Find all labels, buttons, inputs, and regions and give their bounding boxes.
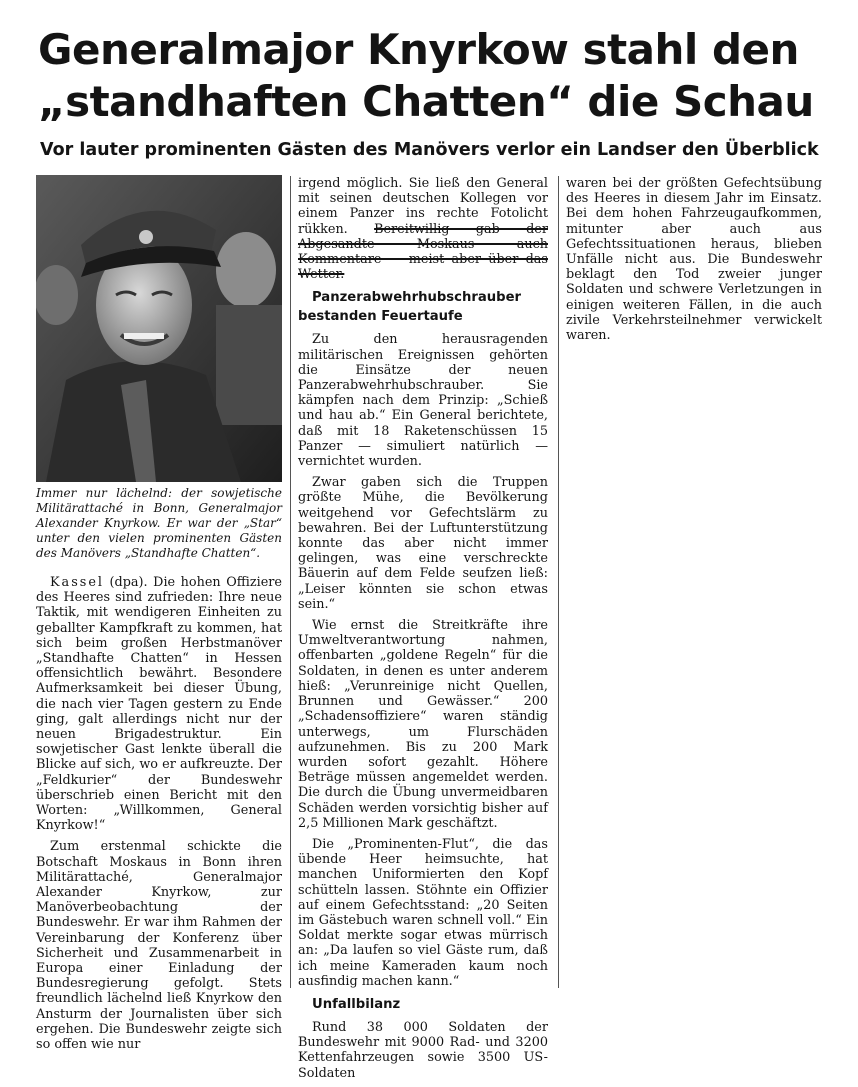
article-column-3 <box>566 176 822 349</box>
column-2-paragraph-3: Zwar gaben sich die Truppen größte Mühe, die Bevölkerung weitgehend vor Gefechtslärm zu bewahren. Bei der Luftunterstützung konnte das aber nicht immer gelingen, was eine verschreckte Bäuerin auf dem Felde seufzen ließ: „Leiser könnten sie schon etwas sein.“ <box>298 475 548 612</box>
article-column-2 <box>298 176 548 1087</box>
column-2-paragraph-4: Wie ernst die Streitkräfte ihre Umweltverantwortung nahmen, offenbarten „goldene Regeln“ für die Soldaten, in denen es unter anderem hieß: „Verunreinige nicht Quellen, Brunnen und Gewässer.“ 200 „Schadensoffiziere“ waren ständig unterwegs, um Flurschäden aufzunehmen. Bis zu 200 Mark wurden sofort gezahlt. Höhere Beträge müssen angemeldet werden. Die durch die Übung unvermeidbaren Schäden werden vorsichtig bisher auf 2,5 Millionen Mark geschäftzt. <box>298 618 548 831</box>
officer-portrait-image <box>36 175 282 482</box>
struck-through-sentence: Bereitwillig gab der Abgesandte Moskaus auch Kommentare — meist aber über das Wetter. <box>298 221 548 283</box>
column-1-paragraph-2: Zum erstenmal schickte die Botschaft Moskaus in Bonn ihren Militärattaché, Generalmajor Alexander Knyrkow, zur Manöverbeobachtung der Bundeswehr. Er war ihm Rahmen der Vereinbarung der Konferenz über Sicherheit und Zusammenarbeit in Europa einer Einladung der Bundesregierung gefolgt. Stets freundlich lächelnd ließ Knyrkow den Ansturm der Journalisten über sich ergehen. Die Bundeswehr zeigte sich so offen wie nur <box>36 839 282 1053</box>
article-dateline: Kassel <box>50 575 104 590</box>
column-2-paragraph-6: Rund 38 000 Soldaten der Bundeswehr mit 9000 Rad- und 3200 Kettenfahrzeugen sowie 3500 US-Soldaten <box>298 1019 548 1081</box>
article-headline <box>38 24 828 128</box>
column-3-paragraph-1: waren bei der größten Gefechtsübung des Heeres in diesem Jahr im Einsatz. Bei dem hohen Fahrzeugaufkommen, mitunter aber auch aus Gefechtssituationen heraus, blieben Unfälle nicht aus. Die Bundeswehr beklagt den Tod zweier junger Soldaten und schwere Verletzungen in einigen weiteren Fällen, in die auch zivile Verkehrsteilnehmer verwickelt waren. <box>566 176 822 344</box>
column-2-paragraph-5: Die „Prominenten-Flut“, die das übende Heer heimsuchte, hat manchen Uniformierten den Kopf schütteln lassen. Stöhnte ein Offizier auf einem Gefechtsstand: „20 Seiten im Gästebuch waren schnell voll.“ Ein Soldat merkte sogar etwas mürrisch an: „Da laufen so viel Gäste rum, daß ich meine Kameraden kaum noch ausfindig machen kann.“ <box>298 836 548 989</box>
column-1-paragraph-1: (dpa). Die hohen Offiziere des Heeres sind zufrieden: Ihre neue Taktik, mit wendigeren Einheiten zu geballter Kampfkraft zu kommen, hat sich beim großen Herbstmanöver „Standhafte Chatten“ in Hessen offensichtlich bewährt. Besondere Aufmerksamkeit bei dieser Übung, die nach vier Tagen gestern zu Ende ging, galt allerdings nicht nur der neuen Brigadestruktur. Ein sowjetischer Gast lenkte überall die Blicke auf sich, wo er aufkreuzte. Der „Feldkurier“ der Bundeswehr überschrieb einen Bericht mit den Worten: „Willkommen, General Knyrkow!“ <box>36 575 282 834</box>
article-subheadline: Vor lauter prominenten Gästen des Manövers verlor ein Landser den Überblick <box>40 140 819 160</box>
section-heading-helicopters: Panzerabwehrhubschrauber bestanden Feuertaufe <box>298 290 522 325</box>
section-heading-accidents: Unfallbilanz <box>312 996 401 1012</box>
photo-caption: Immer nur lächelnd: der sowjetische Militärattaché in Bonn, Generalmajor Alexander Knyrkow. Er war der „Star“ unter den vielen prominenten Gästen des Manövers „Standhafte Chatten“. <box>36 486 282 560</box>
headline-line-1: Generalmajor Knyrkow stahl den <box>38 25 799 74</box>
column-divider-2 <box>558 176 559 988</box>
headline-line-2: „standhaften Chatten“ die Schau <box>38 77 814 126</box>
article-column-1 <box>36 575 282 1058</box>
column-2-paragraph-2: Zu den herausragenden militärischen Ereignissen gehörten die Einsätze der neuen Panzerabwehrhubschrauber. Sie kämpfen nach dem Prinzip: „Schieß und hau ab.“ Ein General berichtete, daß mit 18 Raketenschüssen 15 Panzer — simuliert natürlich — vernichtet wurden. <box>298 332 548 470</box>
column-divider-1 <box>290 176 291 988</box>
column-2-paragraph-1: irgend möglich. Sie ließ den General mit seinen deutschen Kollegen vor einem Panzer ins rechte Fotolicht rükken. <box>298 176 548 237</box>
article-photo <box>36 175 282 482</box>
